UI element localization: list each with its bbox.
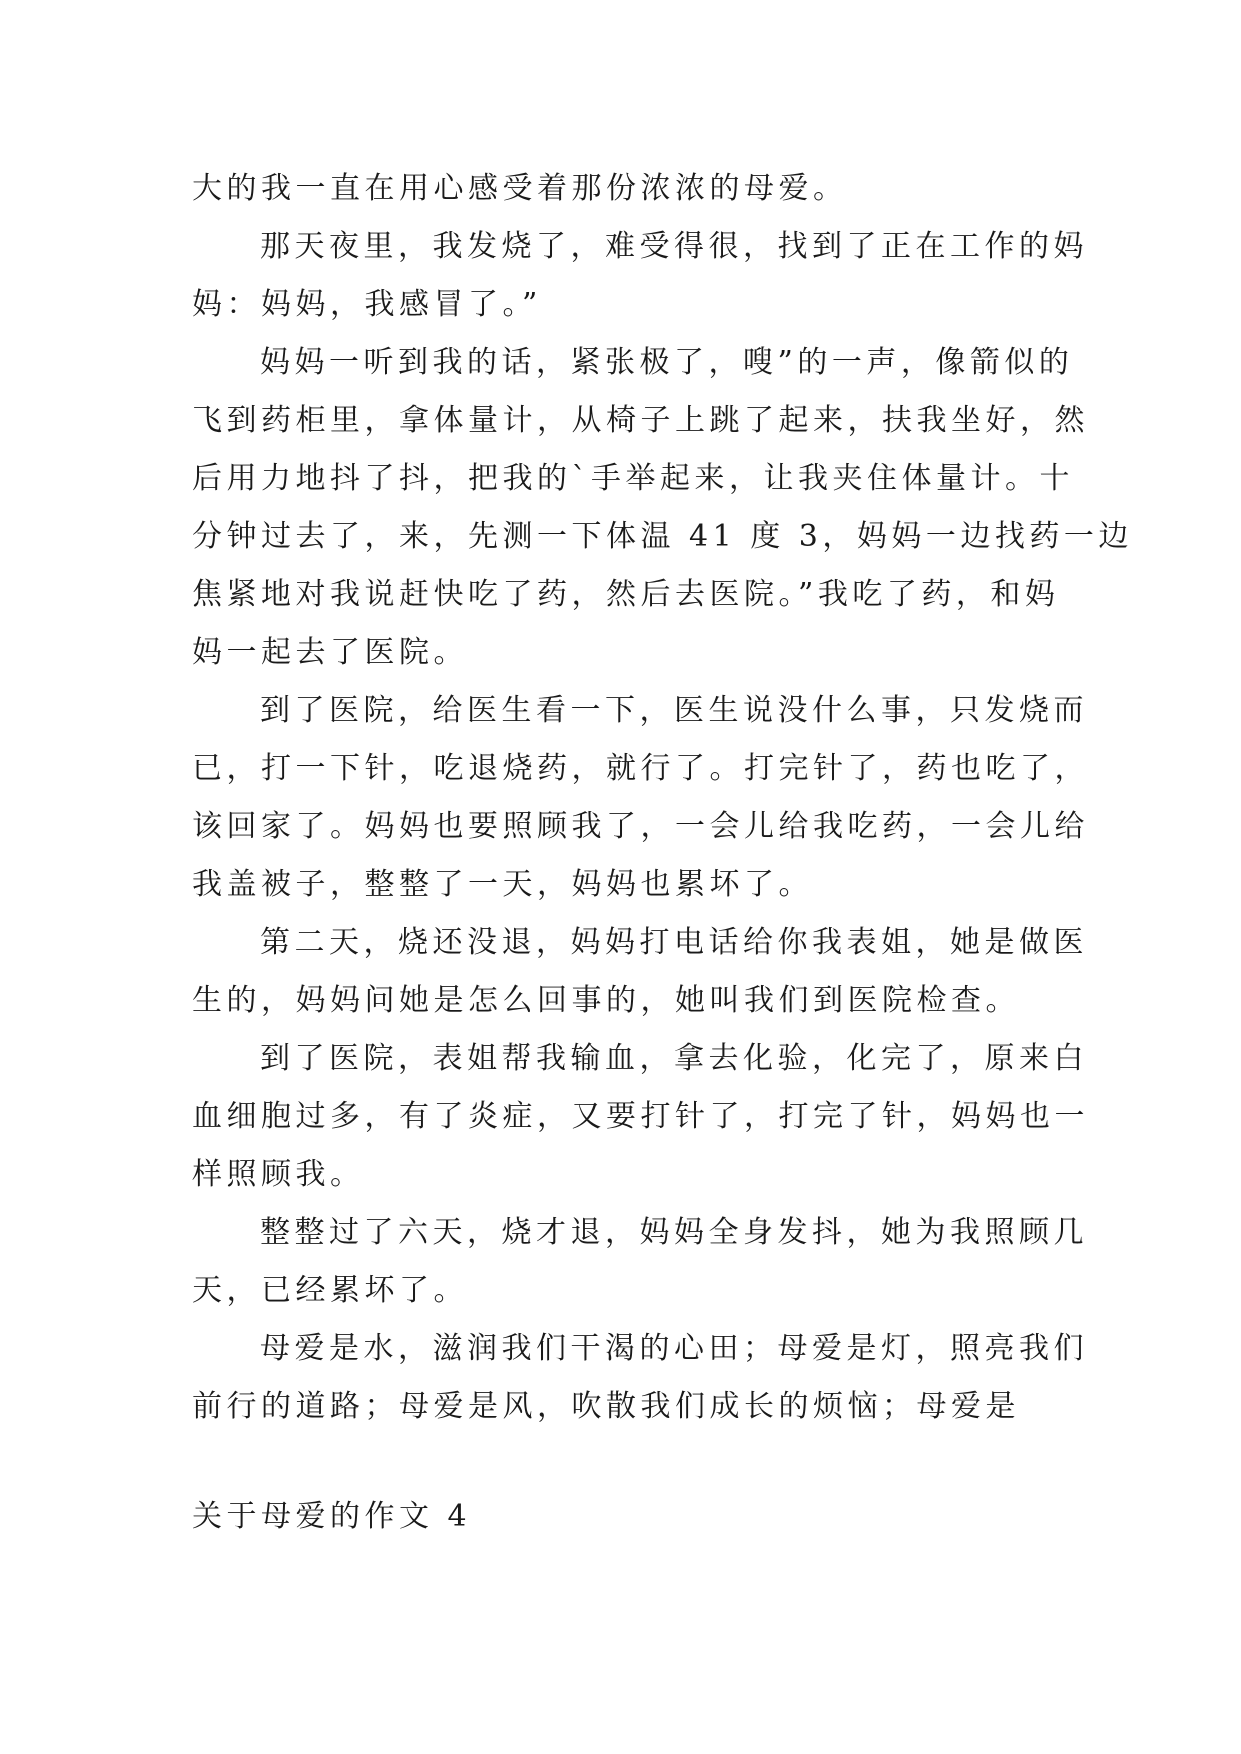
text-line: 分钟过去了，来，先测一下体温 41 度 3，妈妈一边找药一边 [192,519,1133,554]
text-line: 天，已经累坏了。 [192,1273,468,1308]
text-line: 妈妈一听到我的话，紧张极了，嗖”的一声，像箭似的 [260,345,1074,380]
text-line: 那天夜里，我发烧了，难受得很，找到了正在工作的妈 [260,229,1088,264]
paragraph [192,914,1088,1030]
text-line: 该回家了。妈妈也要照顾我了，一会儿给我吃药，一会儿给 [192,809,1089,844]
text-line: 整整过了六天，烧才退，妈妈全身发抖，她为我照顾几 [260,1215,1088,1250]
essay-body [192,160,1133,1436]
paragraph [192,682,1089,914]
text-line: 焦紧地对我说赶快吃了药，然后去医院。”我吃了药，和妈 [192,577,1060,612]
paragraph [192,334,1133,682]
text-line: 已，打一下针，吃退烧药，就行了。打完针了，药也吃了， [192,751,1089,786]
text-line: 到了医院，表姐帮我输血，拿去化验，化完了，原来白 [260,1041,1088,1076]
paragraph [192,1204,1088,1320]
text-line: 样照顾我。 [192,1157,365,1192]
paragraph [192,1030,1089,1204]
text-line: 后用力地抖了抖，把我的`手举起来，让我夹住体量计。十 [192,461,1074,496]
text-line: 生的，妈妈问她是怎么回事的，她叫我们到医院检查。 [192,983,1020,1018]
text-line: 到了医院，给医生看一下，医生说没什么事，只发烧而 [260,693,1088,728]
section-title: 关于母爱的作文 4 [192,1499,472,1534]
text-line: 飞到药柜里，拿体量计，从椅子上跳了起来，扶我坐好，然 [192,403,1089,438]
text-line: 母爱是水，滋润我们干渴的心田；母爱是灯，照亮我们 [260,1331,1088,1366]
paragraph [192,160,1072,218]
text-line: 第二天，烧还没退，妈妈打电话给你我表姐，她是做医 [260,925,1088,960]
paragraph [192,1320,1088,1436]
text-line: 血细胞过多，有了炎症，又要打针了，打完了针，妈妈也一 [192,1099,1089,1134]
paragraph [192,218,1088,334]
text-line: 妈：妈妈，我感冒了。” [192,287,542,322]
text-line: 前行的道路；母爱是风，吹散我们成长的烦恼；母爱是 [192,1389,1020,1424]
text-line: 妈一起去了医院。 [192,635,468,670]
text-line: 我盖被子，整整了一天，妈妈也累坏了。 [192,867,813,902]
text-line: 大的我一直在用心感受着那份浓浓的母爱。 [192,171,848,206]
